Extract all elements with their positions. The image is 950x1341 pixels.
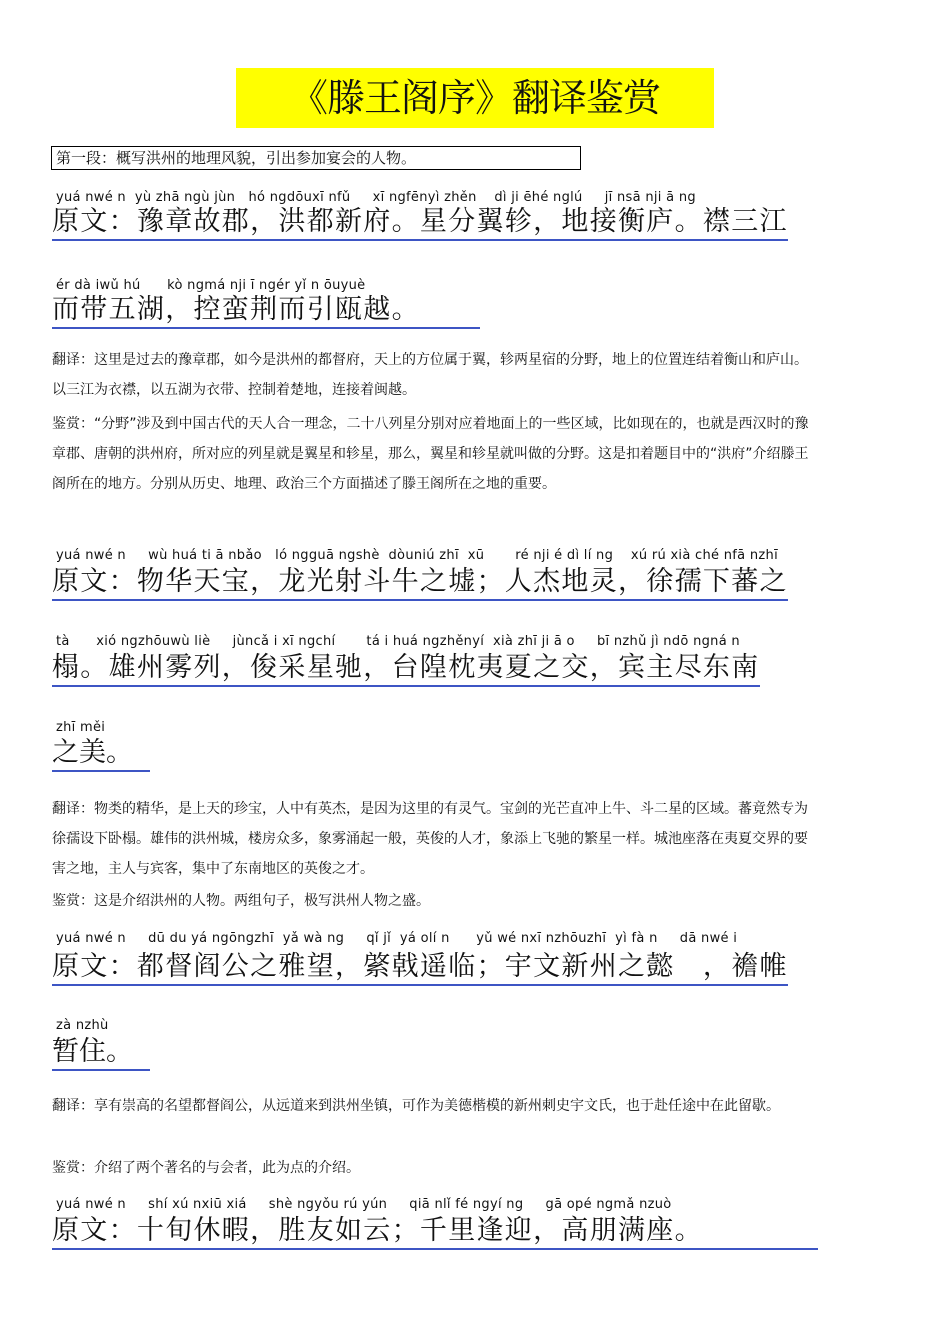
translation-text: 翻译：物类的精华，是上天的珍宝，人中有英杰，是因为这里的有灵气。宝剑的光芒直冲上牛、斗二星的区域。蕃竟然专为徐孺设下卧榻。雄伟的洪州城，楼房众多，象雾涌起一般，英俊的人才，象添上飞驰的繁星一样。城池座落在夷夏交界的要害之地，主人与宾客，集中了东南地区的英俊之才。 — [52, 801, 808, 877]
original-text-line: 榻。雄州雾列，俊采星驰，台隍枕夷夏之交，宾主尽东南 — [52, 651, 760, 687]
original-text-line: 原文：豫章故郡，洪都新府。星分翼轸，地接衡庐。襟三江 — [52, 205, 788, 241]
original-text-line: 原文：都督阎公之雅望，綮戟遥临；宇文新州之懿 ，襜帷 — [52, 950, 788, 986]
pinyin-line: yuá nwé n shí xú nxiū xiá shè ngyǒu rú yún qiā nlǐ fé ngyí ng gā opé ngmǎ nzuò — [56, 1197, 672, 1212]
pinyin-line: yuá nwé n dū du yá ngōngzhī yǎ wà ng qǐ jǐ yá olí n yǔ wé nxī nzhōuzhī yì fà n dā nwé i — [56, 931, 738, 946]
appreciation-paragraph — [52, 886, 812, 916]
original-text-line: 原文：十旬休暇，胜友如云；千里逢迎，高朋满座。 — [52, 1214, 818, 1250]
translation-text: 翻译：这里是过去的豫章郡，如今是洪州的都督府，天上的方位属于翼，轸两星宿的分野，地上的位置连结着衡山和庐山。以三江为衣襟，以五湖为衣带、控制着楚地，连接着闽越。 — [52, 352, 808, 398]
appreciation-text: 鉴赏：这是介绍洪州的人物。两组句子，极写洪州人物之盛。 — [52, 893, 430, 909]
document-title: 《滕王阁序》翻译鉴赏 — [236, 68, 714, 128]
appreciation-paragraph — [52, 1153, 812, 1183]
appreciation-text: 鉴赏：“分野”涉及到中国古代的天人合一理念，二十八列星分别对应着地面上的一些区域，比如现在的，也就是西汉时的豫章郡、唐朝的洪州府，所对应的列星就是翼星和轸星，那么，翼星和轸星就叫做的分野。这是扣着题目中的“洪府”介绍滕王阁所在的地方。分别从历史、地理、政治三个方面描述了滕王阁所在之地的重要。 — [52, 416, 809, 492]
appreciation-paragraph — [52, 409, 812, 499]
original-text-line: 原文：物华天宝，龙光射斗牛之墟；人杰地灵，徐孺下蕃之 — [52, 565, 788, 601]
pinyin-line: zà nzhù — [56, 1018, 109, 1033]
pinyin-line: zhī měi — [56, 720, 106, 735]
section-heading: 第一段：概写洪州的地理风貌，引出参加宴会的人物。 — [51, 146, 581, 170]
appreciation-text: 鉴赏：介绍了两个著名的与会者，此为点的介绍。 — [52, 1160, 360, 1176]
pinyin-line: ér dà iwǔ hú kò ngmá nji ī ngér yǐ n ōuyuè — [56, 278, 366, 293]
translation-paragraph — [52, 1091, 812, 1121]
original-text-line: 暂住。 — [52, 1035, 150, 1071]
pinyin-line: yuá nwé n wù huá ti ā nbǎo ló ngguā ngshè dòuniú zhī xū ré nji é dì lí ng xú rú xià ché nfā nzhī — [56, 548, 778, 563]
pinyin-line: tà xió ngzhōuwù liè jùncǎ i xī ngchí tá i huá ngzhěnyí xià zhī ji ā o bī nzhǔ jì ndō ngná n — [56, 634, 740, 649]
translation-paragraph — [52, 794, 812, 884]
pinyin-line: yuá nwé n yù zhā ngù jùn hó ngdōuxī nfǔ xī ngfēnyì zhěn dì ji ēhé nglú jī nsā nji ā ng — [56, 190, 696, 205]
original-text-line: 而带五湖，控蛮荆而引瓯越。 — [52, 293, 480, 329]
translation-paragraph — [52, 345, 812, 405]
original-text-line: 之美。 — [52, 736, 150, 772]
translation-text: 翻译：享有崇高的名望都督阎公，从远道来到洪州坐镇，可作为美德楷模的新州刺史宇文氏，也于赴任途中在此留歇。 — [52, 1098, 780, 1114]
